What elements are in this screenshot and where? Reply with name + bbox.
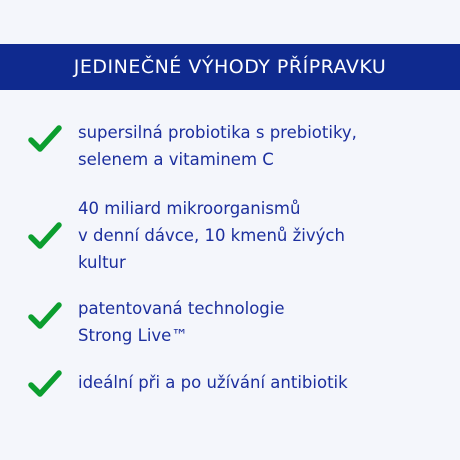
benefit-text: ideální při a po užívání antibiotik bbox=[78, 373, 348, 392]
benefit-text: 40 miliard mikroorganismů v denní dávce, 10 kmenů živých kultur bbox=[78, 199, 345, 272]
benefit-text: supersilná probiotika s prebiotiky, selenem a vitaminem C bbox=[78, 123, 357, 169]
checkmark-icon bbox=[28, 301, 62, 331]
checkmark-icon bbox=[28, 369, 62, 399]
header-title: JEDINEČNÉ VÝHODY PŘÍPRAVKU bbox=[73, 56, 387, 78]
header-band bbox=[0, 44, 460, 90]
benefit-text: patentovaná technologie Strong Live™ bbox=[78, 299, 285, 345]
checkmark-icon bbox=[28, 124, 62, 154]
checkmark-icon bbox=[28, 221, 62, 251]
